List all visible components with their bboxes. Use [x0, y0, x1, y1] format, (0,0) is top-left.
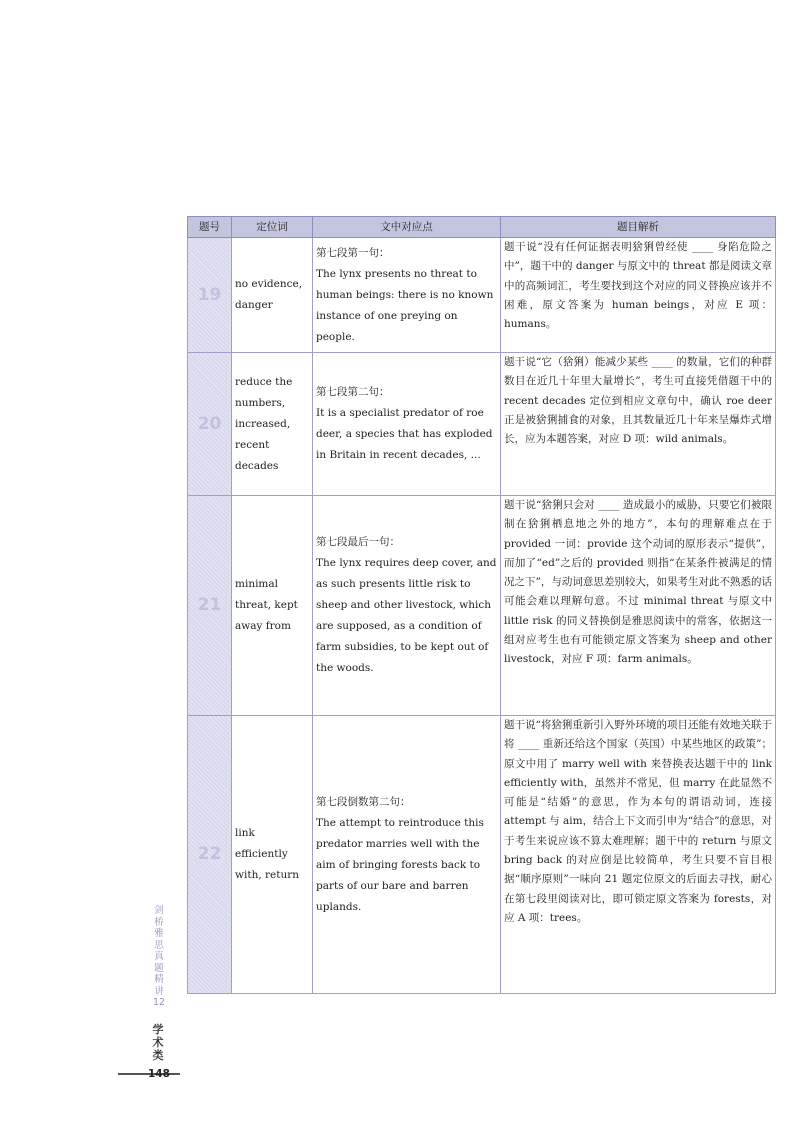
- table-row: [188, 238, 776, 353]
- header-keywords: 定位词: [232, 217, 313, 238]
- source-cell: [313, 716, 501, 994]
- question-number: 20: [188, 353, 232, 496]
- keywords-cell: reduce the numbers, increased, recent decades: [232, 353, 313, 496]
- source-cell: [313, 238, 501, 353]
- paragraph-reference: 第七段第一句：: [316, 246, 390, 259]
- analysis-cell: 题干说“猞猁只会对 ____ 造成最小的威胁，只要它们被限制在猞猁栖息地之外的地方”，本句的理解难点在于 provided 一词：provide 这个动词的原形表示“提供”，而加了“ed”之后的 provided 则指“在某条件被满足的情况之下”，与动词意思差别较大，如果考生对此不熟悉的话可能会难以理解句意。不过 minimal threat 与原文中 little risk 的同义替换倒是雅思阅读中的常客，依据这一组对应考生也有可能锁定原文答案为 sheep and other livestock，对应 F 项：farm animals。: [501, 496, 776, 716]
- book-title-vertical: 剑桥雅思真题精讲12: [152, 905, 166, 1008]
- table-row: [188, 496, 776, 716]
- analysis-cell: 题干说“将猞猁重新引入野外环境的项目还能有效地关联于将 ____ 重新还给这个国家（英国）中某些地区的政策”；原文中用了 marry well with 来替换表达题干中的 link efficiently with，虽然并不常见，但 marry 在此显然不可能是“结婚”的意思，作为本句的谓语动词，连接 attempt 与 aim，结合上下文而引申为“结合”的意思，对于考生来说应该不算太难理解；题干中的 return 与原文 bring back 的对应倒是比较简单，考生只要不盲目根据“顺序原则”一味向 21 题定位原文的后面去寻找，耐心在第七段里阅读对比，即可锁定原文答案为 forests，对应 A 项：trees。: [501, 716, 776, 994]
- source-sentence: It is a specialist predator of roe deer, a species that has exploded in Britain in recent decades, ...: [316, 407, 493, 461]
- analysis-cell: 题干说“没有任何证据表明猞猁曾经使 ____ 身陷危险之中”，题干中的 danger 与原文中的 threat 都是阅读文章中的高频词汇，考生要找到这个对应的同义替换应该并不困难，原文答案为 human beings，对应 E 项：humans。: [501, 238, 776, 353]
- header-question-number: 题号: [188, 217, 232, 238]
- answer-analysis-table: [187, 216, 776, 994]
- question-number: 19: [188, 238, 232, 353]
- book-subtitle-vertical: 学术类: [152, 1023, 164, 1062]
- paragraph-reference: 第七段最后一句：: [316, 536, 400, 548]
- source-cell: [313, 353, 501, 496]
- keywords-cell: link efficiently with, return: [232, 716, 313, 994]
- source-cell: [313, 496, 501, 716]
- keywords-cell: no evidence, danger: [232, 238, 313, 353]
- paragraph-reference: 第七段第二句：: [316, 386, 390, 398]
- table-row: [188, 716, 776, 994]
- table-row: [188, 353, 776, 496]
- question-number: 21: [188, 496, 232, 716]
- page-number: 148: [148, 1068, 170, 1080]
- source-sentence: The lynx requires deep cover, and as such presents little risk to sheep and other livestock, which are supposed, as a condition of farm subsidies, to be kept out of the woods.: [316, 557, 497, 674]
- analysis-cell: 题干说“它（猞猁）能减少某些 ____ 的数量，它们的种群数目在近几十年里大量增长”，考生可直接凭借题干中的 recent decades 定位到相应文章句中，确认 roe deer 正是被猞猁捕食的对象，且其数量近几十年来呈爆炸式增长，应为本题答案，对应 D 项：wild animals。: [501, 353, 776, 496]
- source-sentence: The lynx presents no threat to human beings: there is no known instance of one preying on people.: [316, 267, 494, 343]
- paragraph-reference: 第七段倒数第二句：: [316, 795, 411, 808]
- question-number: 22: [188, 716, 232, 994]
- source-sentence: The attempt to reintroduce this predator marries well with the aim of bringing forests back to parts of our bare and barren uplands.: [316, 816, 484, 913]
- header-analysis: 题目解析: [501, 217, 776, 238]
- keywords-cell: minimal threat, kept away from: [232, 496, 313, 716]
- table-header-row: [188, 217, 776, 238]
- header-source-text: 文中对应点: [313, 217, 501, 238]
